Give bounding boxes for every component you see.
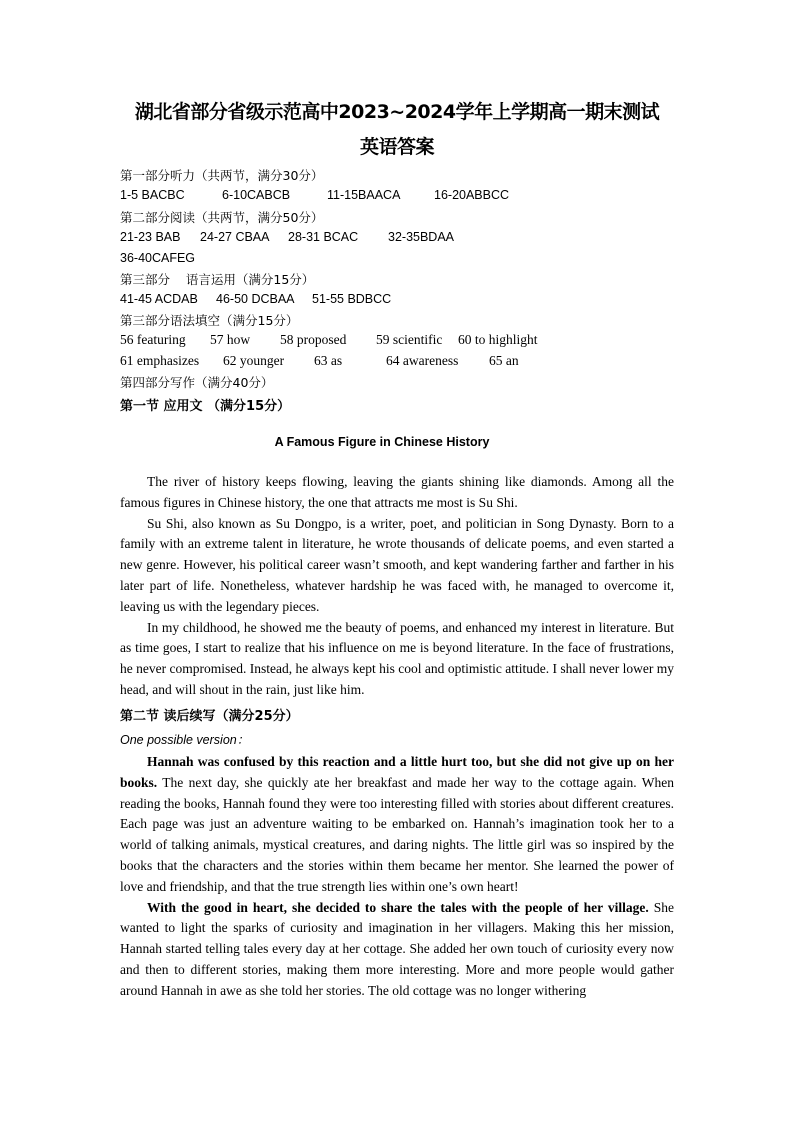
essay-body (120, 472, 674, 701)
version-label: One possible version： (120, 733, 250, 747)
document-subtitle: 英语答案 (359, 136, 434, 158)
grammar-answer: 64 awareness (386, 353, 459, 368)
paragraph-lead: Hannah was confused by this reaction and a little hurt too, but she did not give up on her books. (120, 754, 674, 790)
answer-group: 28-31 BCAC (288, 230, 359, 244)
answer-group: 36-40CAFEG (120, 251, 196, 265)
answer-group: 41-45 ACDAB (120, 292, 198, 306)
part3-heading: 第三部分 语言运用（满分15分） (120, 272, 315, 287)
answer-group: 51-55 BDBCC (312, 292, 392, 306)
grammar-answer: 57 how (210, 332, 251, 347)
answer-group: 24-27 CBAA (200, 230, 270, 244)
part2-heading: 第二部分阅读（共两节，满分50分） (120, 210, 324, 225)
continuation-paragraph (120, 898, 674, 1002)
grammar-answer: 60 to highlight (458, 332, 538, 347)
part4-heading: 第四部分写作（满分40分） (120, 375, 274, 390)
answer-group: 11-15BAACA (327, 188, 401, 202)
answer-group: 46-50 DCBAA (216, 292, 295, 306)
grammar-answer: 56 featuring (120, 332, 186, 347)
continuation-paragraph (120, 752, 674, 898)
grammar-answer: 62 younger (223, 353, 285, 368)
document-title: 湖北省部分省级示范高中2023~2024学年上学期高一期末测试 (134, 101, 660, 123)
paragraph-body: The next day, she quickly ate her breakfast and made her way to the cottage again. When reading the books, Hannah found they were too interesting filled with stories about different creatures. Each page was just an adventure waiting to be embarked on. Hannah’s imagination took her to a world of talking animals, mystical creatures, and daring nights. The little girl was so inspired by the books that the characters and the stories within them became her mentor. She learned the power of love and friendship, and that the true strength lies within one’s own heart! (120, 774, 674, 894)
answer-group: 21-23 BAB (120, 230, 181, 244)
grammar-answer: 59 scientific (376, 332, 443, 347)
paragraph-lead: With the good in heart, she decided to share the tales with the people of her village. (147, 899, 649, 915)
grammar-answer: 65 an (489, 353, 519, 368)
section1-heading: 第一节 应用文 （满分15分） (120, 399, 291, 414)
essay-paragraph: The river of history keeps flowing, leaving the giants shining like diamonds. Among all the famous figures in Chinese history, the one that attracts me most is Su Shi. (120, 474, 674, 510)
continuation-body (120, 752, 674, 1002)
paragraph-body: She wanted to light the sparks of curiosity and imagination in her villagers. Making this her mission, Hannah started telling tales every day at her cottage. She added her own touch of curiosity every now and then to different stories, making them more interesting. More and more people would gather around Hannah in awe as she told her stories. The old cottage was no longer withering (120, 899, 675, 998)
grammar-answer: 63 as (314, 353, 343, 368)
section2-heading: 第二节 读后续写（满分25分） (120, 709, 299, 724)
part3b-heading: 第三部分语法填空（满分15分） (120, 313, 299, 328)
answer-group: 16-20ABBCC (434, 188, 510, 202)
grammar-answer: 58 proposed (280, 332, 347, 347)
essay-title: A Famous Figure in Chinese History (274, 435, 490, 449)
answer-group: 1-5 BACBC (120, 188, 185, 202)
essay-paragraph: In my childhood, he showed me the beauty of poems, and enhanced my interest in literature. But as time goes, I start to realize that his influence on me is beyond literature. In the face of frustrations, he never compromised. Instead, he always kept his cool and optimistic attitude. I shall never lower my head, and will shout in the rain, just like him. (120, 619, 674, 697)
grammar-answer: 61 emphasizes (120, 353, 200, 368)
part1-heading: 第一部分听力（共两节，满分30分） (120, 168, 324, 183)
essay-paragraph: Su Shi, also known as Su Dongpo, is a writer, poet, and politician in Song Dynasty. Born to a family with an extreme talent in literature, he wrote thousands of delicate poems, and even started a new genre. However, his political career wasn’t smooth, and kept wandering farther and farther in his later part of life. Nonetheless, whatever hardship he was faced with, he managed to overcome it, leaving us with the legendary pieces. (120, 515, 674, 614)
answer-group: 6-10CABCB (222, 188, 291, 202)
answer-group: 32-35BDAA (388, 230, 455, 244)
